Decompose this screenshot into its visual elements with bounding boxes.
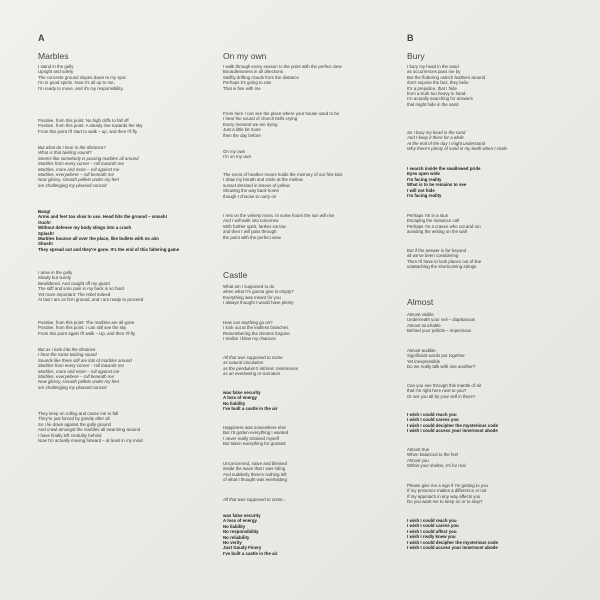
lyric-line: But taken everything for granted: [223, 441, 286, 447]
lyric-line: Sounds like there still are lots of marbles around: [38, 357, 132, 363]
lyric-line: Do we really talk with one another?: [407, 364, 476, 370]
lyric-line: That is fine with me: [223, 85, 261, 91]
lyric-line: I have finally left credulity behind: [38, 432, 102, 438]
lyric-line: Positive, from this point: A steady rise towards the sky: [38, 123, 143, 129]
almost-stanza-1: [407, 312, 475, 334]
lyric-line: Eyes open wide: [407, 171, 440, 177]
lyric-line: I'm actually searching for answers: [407, 96, 473, 102]
lyric-line: It's a prejudice, that I hide: [407, 85, 457, 91]
lyric-line: I look out at the leafless branches: [223, 325, 289, 331]
lyric-line: No liability: [223, 400, 246, 406]
lyric-line: I will not hide: [407, 187, 435, 193]
lyric-line: Just Gaudy Finery: [223, 545, 262, 551]
lyric-line: Behind your pellicle – impervious: [407, 328, 472, 334]
lyric-line: Perhaps I'm in a stun: [407, 213, 449, 218]
lyric-line: So I bury my head in the sand: [407, 130, 466, 135]
lyric-line: Positive, from this point: I can still see the sky: [38, 325, 127, 331]
lyric-line: I stand in the gully: [38, 64, 74, 69]
lyric-line: Just a little bit more: [223, 127, 261, 133]
lyric-line: All that was supposed to come: [223, 355, 283, 360]
on-my-own-stanza-2: [223, 111, 339, 138]
song-title-marbles: Marbles: [38, 51, 69, 61]
castle-stanza-1: [223, 284, 294, 306]
lyric-line: Yet more important: The rebel indeed: [38, 291, 111, 297]
lyric-line: Now glossy, smooth pellets under my feet: [38, 379, 119, 385]
lyric-line: From here I can see the place where your house used to be: [223, 111, 340, 116]
lyric-line: But the fluttering ostrich feathers around: [407, 74, 486, 80]
lyric-line: that I'm right here next to you?: [407, 388, 467, 394]
lyric-line: I hear the sound of church bells crying: [223, 116, 298, 122]
song-title-on-my-own: On my own: [223, 51, 267, 61]
lyric-line: inside the wave that I was riding: [223, 466, 286, 472]
lyric-line: But I'd gotten everything I wanted: [223, 430, 289, 436]
lyric-line: What am I supposed to do: [223, 284, 275, 289]
lyric-line: I bury my head in the sand: [407, 64, 459, 69]
lyric-line: I'm facing reality: [407, 176, 442, 182]
lyric-line: All that was supposed to come...: [223, 497, 287, 502]
lyric-line: At the end of the day I might understand: [407, 140, 486, 146]
almost-stanza-7: [407, 518, 498, 550]
lyric-line: I've built a castle in the air: [223, 550, 278, 556]
lyric-line: I wish I could caress you: [407, 417, 459, 423]
lyric-line: Almost audible: [407, 348, 436, 353]
almost-stanza-3: [407, 383, 481, 399]
lyric-line: Marbles, everywhere – roll beneath me: [38, 172, 114, 178]
lyric-line: Shush!: [38, 241, 53, 247]
almost-stanza-5: [407, 447, 466, 469]
lyric-line: Almost touchable: [407, 322, 441, 328]
lyric-line: When balanced to the feel: [407, 452, 459, 458]
on-my-own-stanza-3: [223, 149, 251, 160]
castle-stanza-3: [223, 355, 298, 377]
lyric-line: I wish I could reach you: [407, 518, 457, 523]
bury-stanza-4: [407, 213, 481, 235]
lyric-line: Yet inexpressible: [407, 358, 441, 364]
side-b-label: B: [407, 33, 414, 43]
song-title-bury: Bury: [407, 51, 425, 61]
lyric-line: Seems like somebody is pouring marbles all around: [38, 155, 139, 161]
lyric-line: And I keep it there for a while: [407, 135, 464, 141]
lyric-line: that might hide in the sand: [407, 101, 459, 107]
lyric-line: Positive, from this point: The marbles are all gone: [38, 320, 135, 325]
lyric-line: when what I'm gonna give is empty?: [223, 289, 294, 295]
lyric-line: was false security: [223, 513, 261, 518]
lyric-line: The scent of heather moors holds the memory of our first kiss: [223, 172, 343, 177]
lyric-line: Almost visible: [407, 312, 434, 317]
lyric-line: Almost true: [407, 447, 430, 452]
lyric-line: Showing the way back home: [223, 188, 279, 194]
lyric-line: But what do I hear in the distance?: [38, 145, 106, 150]
lyric-line: And suddenly there's nothing left: [223, 471, 287, 477]
lyric-line: Significant words put together: [407, 353, 465, 359]
lyric-line: I wish I could affect you: [407, 528, 457, 534]
lyric-line: Underneath your veil – diaphanous: [407, 317, 476, 323]
bury-stanza-1: [407, 64, 485, 107]
lyric-line: Every moment we are dying: [223, 121, 278, 127]
lyric-line: From this point I'll start to walk – up, and then I'll fly: [38, 128, 138, 134]
lyric-line: from a truth too heavy in hand.: [407, 91, 467, 97]
lyric-line: I realize I blew my chances: [223, 336, 276, 342]
lyric-line: But as I look into the distance: [38, 347, 96, 352]
lyric-line: They're just forced by gravity after all: [38, 416, 110, 422]
marbles-stanza-8: [38, 411, 143, 443]
lyric-line: the point with the perfect view: [223, 234, 281, 240]
lyric-line: Marbles, more and more – roll against me: [38, 368, 120, 374]
lyric-line: I've built a castle in the air: [223, 406, 278, 412]
lyric-line: Why there's plenty of sand in my teeth when I smile: [407, 146, 507, 152]
lyric-line: I draw my breath and smile at the mellow: [223, 177, 303, 183]
lyric-line: Unconcerned, naive and blessed: [223, 461, 287, 466]
lyric-line: I search inside the swallowed pride: [407, 166, 481, 171]
lyric-line: They spread out and they're gone. It's the end of this faltering game: [38, 246, 180, 252]
lyric-line: Bang!: [38, 209, 51, 214]
castle-stanza-8: [223, 513, 277, 556]
lyric-line: Then I'll have to look places out of line: [407, 258, 482, 264]
lyric-line: I wish I could reach you: [407, 412, 457, 417]
lyric-line: No reliability: [223, 534, 250, 540]
lyric-line: Marbles from every corner – roll towards me: [38, 363, 124, 369]
lyric-line: I arise in the gully: [38, 270, 73, 275]
almost-stanza-6: [407, 483, 488, 505]
lyric-line: as natural circulation: [223, 360, 264, 366]
marbles-stanza-6: [38, 320, 135, 336]
lyric-line: I always thought I would have plenty: [223, 300, 294, 306]
lyric-line: A loss of energy: [223, 518, 257, 524]
lyric-line: I walk through every season to the point with the perfect view: [223, 64, 342, 69]
lyric-line: Marbles, everywhere – roll beneath me: [38, 374, 114, 380]
bury-stanza-5: [407, 248, 481, 270]
lyric-line: are challenging my pleased conceit: [38, 182, 107, 188]
lyric-line: With further spirit, farther sorrow: [223, 223, 286, 229]
lyric-line: Ouch!: [38, 219, 51, 225]
lyric-line: Perhaps it's going to rain: [223, 80, 272, 86]
lyric-line: No verity: [223, 540, 242, 546]
lyric-line: I wish I could access your innermost abode: [407, 545, 498, 551]
lyric-line: I wish I could decipher the mysterious code: [407, 539, 499, 545]
lyric-line: Within your shelter, it's for real: [407, 463, 466, 469]
lyric-line: I wish I could decipher the mysterious code: [407, 422, 499, 428]
lyric-line: and then I will pass through: [223, 229, 277, 235]
lyric-line: No responsibility: [223, 529, 259, 535]
lyric-line: sunset dressed in leaves of yellow: [223, 182, 290, 188]
lyric-line: Without defense my body slings into a crash: [38, 225, 132, 231]
lyric-line: What is that twirling sound?: [38, 150, 92, 156]
lyric-line: I never really strained myself: [223, 435, 279, 441]
lyric-line: I hear the same twirling sound: [38, 352, 97, 358]
marbles-stanza-7: [38, 347, 132, 390]
lyric-line: If my approach in any way affects you: [407, 493, 481, 499]
castle-stanza-4: [223, 390, 277, 412]
lyric-line: Or are you all by your self in there?: [407, 393, 476, 399]
lyric-line: I'm ready to move, and it's my responsibility.: [38, 85, 124, 91]
lyric-line: Almost you: [407, 457, 429, 463]
lyric-line: Perhaps I'm a craven who cut and run: [407, 223, 481, 229]
side-a-label: A: [38, 33, 45, 43]
castle-stanza-5: [223, 425, 288, 447]
lyric-line: Escaping the nuisance call: [407, 218, 459, 224]
bury-stanza-3: [407, 166, 480, 198]
lyric-line: I wish I could caress you: [407, 523, 459, 529]
lyric-line: Do you want me to keep on or to stop?: [407, 499, 483, 505]
marbles-stanza-4: [38, 209, 179, 252]
lyric-line: So I lie down against the gully ground: [38, 421, 111, 427]
on-my-own-stanza-1: [223, 64, 342, 91]
castle-stanza-2: [223, 320, 290, 342]
lyric-line: No liability: [223, 523, 246, 529]
lyric-line: Now I'm actually moving forward – at least in my mind: [38, 438, 143, 444]
lyric-line: though I choose to carry on: [223, 193, 277, 199]
lyric-line: The stiff and sore pain in my back is so hard: [38, 286, 124, 292]
lyric-line: A loss of energy: [223, 395, 257, 401]
lyric-line: I'm facing reality: [407, 193, 442, 199]
lyric-line: Please give me a sign if I'm getting to you: [407, 483, 488, 488]
almost-stanza-2: [407, 348, 475, 370]
lyric-line: Swiftly drifting clouds from the distance: [223, 74, 299, 80]
lyric-line: avoiding the writing on the wall: [407, 229, 467, 235]
lyric-line: I'm in good spirits. Now it's all up to me,: [38, 80, 115, 86]
lyric-line: Everything was meant for you: [223, 294, 281, 300]
lyric-line: From this point again I'll walk – Up, and then I'll fly: [38, 330, 136, 336]
lyric-line: Positive, from this point: No high cliffs to fall off: [38, 118, 129, 123]
lyric-line: as an everlasting re-narration: [223, 371, 281, 377]
lyric-line: What is to be remains to see: [407, 182, 467, 188]
lyric-line: Slowly but surely: [38, 275, 71, 281]
lyric-line: I wish I could access your innermost abode: [407, 428, 498, 434]
marbles-stanza-1: [38, 64, 126, 91]
bury-stanza-2: [407, 130, 507, 152]
lyric-line: all we've been considering: [407, 253, 459, 259]
lyric-line: as occurrences pass me by: [407, 69, 461, 75]
lyric-line: was false security: [223, 390, 261, 395]
lyric-line: I wish I really knew you: [407, 534, 456, 540]
song-title-castle: Castle: [223, 270, 248, 280]
lyric-line: Bewildered. And caught off my guard: [38, 280, 110, 286]
lyric-line: unattaching the shortcoming strings: [407, 264, 477, 270]
lyric-line: Marbles from every corner – roll towards me: [38, 161, 124, 167]
lyric-line: At last I am on firm ground, and I am ready to proceed: [38, 297, 144, 303]
lyric-line: I rest on the velvety moss. In some hours the sun will rise: [223, 213, 335, 218]
lyric-line: Boundlessness in all directions: [223, 69, 284, 75]
lyric-line: I'm on my own: [223, 154, 252, 160]
lyric-line: If my presence makes a difference or not: [407, 488, 487, 494]
castle-stanza-6: [223, 461, 287, 483]
lyric-line: They keep on rolling and cause me to fall: [38, 411, 119, 416]
lyric-line: Marbles, more and more – roll against me: [38, 166, 120, 172]
lyric-line: But if the answer is far beyond: [407, 248, 467, 253]
lyric-line: And crawl amongst the marbles all swarming around: [38, 427, 141, 433]
lyric-line: And I will walk into tomorrow: [223, 218, 279, 224]
lyric-line: Marbles bounce all over the place, like bullets with no aim: [38, 236, 159, 242]
lyric-line: as the pendulum's intrinsic metronome: [223, 365, 299, 371]
lyric-line: of what I thought was everlasting: [223, 477, 287, 483]
lyric-line: are challenging my pleased conceit: [38, 384, 107, 390]
lyric-line: Now glossy, smooth pellets under my feet: [38, 177, 119, 183]
lyric-line: Upright and solely: [38, 69, 74, 75]
lyric-line: don't expose the fact, they belie: [407, 80, 469, 86]
castle-stanza-7: [223, 497, 286, 502]
marbles-stanza-2: [38, 118, 142, 134]
marbles-stanza-3: [38, 145, 139, 188]
song-title-almost: Almost: [407, 297, 434, 307]
lyric-line: The concrete ground slopes down to my spot: [38, 74, 126, 80]
lyric-line: How can anything go on?: [223, 320, 273, 325]
marbles-stanza-5: [38, 270, 143, 302]
lyric-line: On my own: [223, 149, 246, 154]
lyric-line: Happiness was somewhere else: [223, 425, 286, 430]
lyric-line: then the day before: [223, 132, 261, 138]
lyric-line: Can you see through this mantle of air: [407, 383, 482, 388]
on-my-own-stanza-5: [223, 213, 334, 240]
on-my-own-stanza-4: [223, 172, 342, 199]
lyric-line: Arms and feet too slow to use. Head hits the ground – smash!: [38, 214, 168, 220]
almost-stanza-4: [407, 412, 498, 434]
lyric-line: Splash!: [38, 230, 54, 236]
lyric-line: Remembering the dreams forgone: [223, 330, 290, 336]
